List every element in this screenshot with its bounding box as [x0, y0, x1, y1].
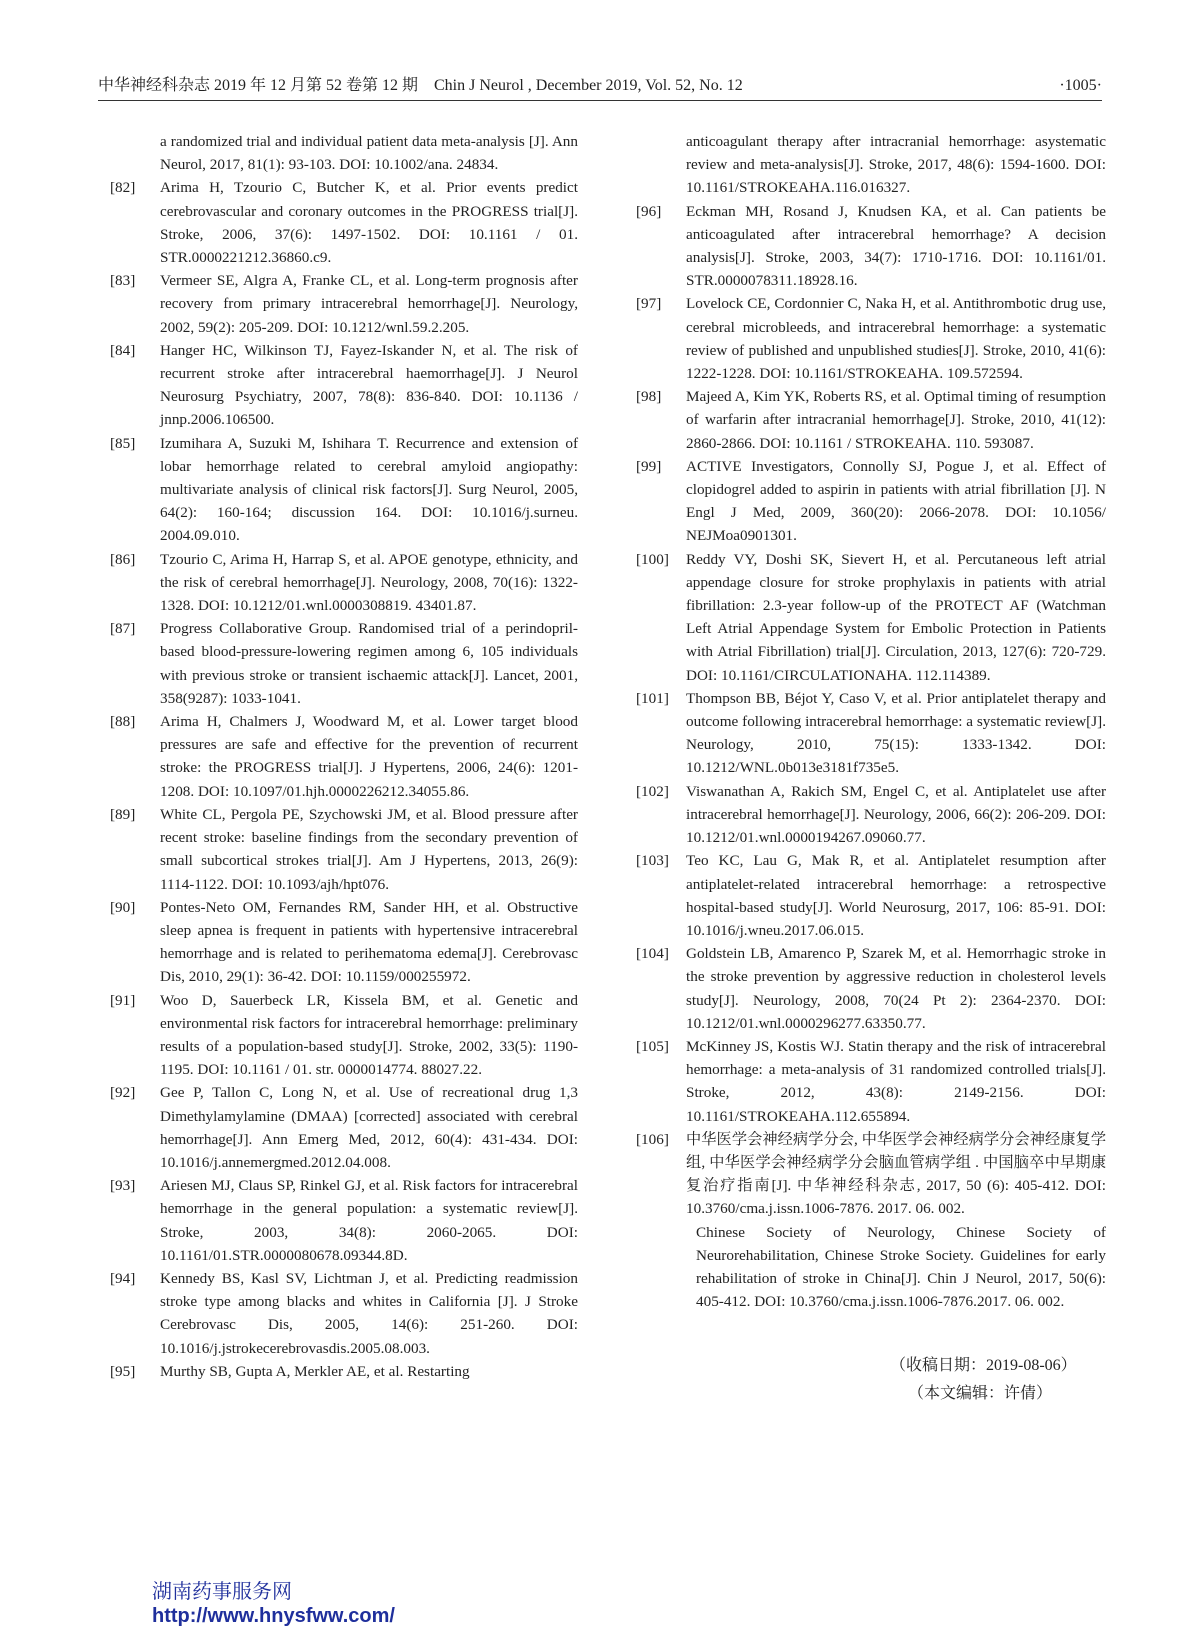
- reference-number: [86]: [110, 550, 136, 568]
- reference-item: [636, 455, 1106, 548]
- reference-text: Arima H, Chalmers J, Woodward M, et al. Lower target blood pressures are safe and effective for the prevention of recurrent stroke: the PROGRESS trial[J]. J Hypertens, 2006, 24(6): 1201-1208. DOI: 10.1097/01.hjh.0000226212.34055.86.: [160, 713, 578, 800]
- reference-text: Progress Collaborative Group. Randomised trial of a perindopril-based blood-pressure-lowering regimen among 6, 105 individuals with previous stroke or transient ischaemic attack[J]. Lancet, 2001, 358(9287): 1033-1041.: [160, 620, 578, 707]
- reference-item: [636, 1128, 1106, 1221]
- reference-item: [110, 710, 578, 803]
- reference-item: [636, 1035, 1106, 1128]
- reference-item: [110, 896, 578, 989]
- reference-column-left: [110, 130, 578, 1383]
- reference-number: [101]: [636, 689, 669, 707]
- reference-item: [110, 1174, 578, 1267]
- reference-text: Pontes-Neto OM, Fernandes RM, Sander HH, et al. Obstructive sleep apnea is frequent in patients with hypertensive intracerebral hemorrhage and is related to perihematoma edema[J]. Cerebrovasc Dis, 2010, 29(1): 36-42. DOI: 10.1159/000255972.: [160, 898, 578, 986]
- reference-text: Hanger HC, Wilkinson TJ, Fayez-Iskander N, et al. The risk of recurrent stroke after intracerebral haemorrhage[J]. J Neurol Neurosurg Psychiatry, 2007, 78(8): 836-840. DOI: 10.1136 / jnnp.2006.106500.: [160, 341, 578, 429]
- reference-list-left: [110, 176, 578, 1383]
- reference-item: [110, 1267, 578, 1360]
- reference-number: [97]: [636, 295, 662, 313]
- reference-number: [104]: [636, 945, 669, 963]
- reference-item: [636, 292, 1106, 385]
- reference-number: [102]: [636, 782, 669, 800]
- reference-number: [105]: [636, 1037, 669, 1055]
- reference-number: [100]: [636, 550, 669, 568]
- reference-number: [106]: [636, 1130, 669, 1148]
- reference-number: [84]: [110, 341, 136, 359]
- reference-text: Izumihara A, Suzuki M, Ishihara T. Recurrence and extension of lobar hemorrhage related to cerebral amyloid angiopathy: multivariate analysis of clinical risk factors[J]. Surg Neurol, 2005, 64(2): 160-164; discussion 164. DOI: 10.1016/j.surneu. 2004.09.010.: [160, 434, 578, 545]
- watermark-name: 湖南药事服务网: [152, 1581, 292, 1603]
- reference-item: [636, 385, 1106, 455]
- received-date: （收稿日期：2019-08-06）: [890, 1357, 1077, 1374]
- reference-text: Eckman MH, Rosand J, Knudsen KA, et al. Can patients be anticoagulated after intracerebral hemorrhage? A decision analysis[J]. Stroke, 2003, 34(7): 1710-1716. DOI: 10.1161/01. STR.0000078311.18928.16.: [686, 202, 1106, 290]
- reference-text: White CL, Pergola PE, Szychowski JM, et al. Blood pressure after recent stroke: baseline findings from the secondary prevention of small subcortical strokes trial[J]. Am J Hypertens, 2013, 26(9): 1114-1122. DOI: 10.1093/ajh/hpt076.: [160, 805, 578, 893]
- reference-item: [110, 339, 578, 432]
- reference-text: Viswanathan A, Rakich SM, Engel C, et al. Antiplatelet use after intracerebral hemorrhage[J]. Neurology, 2006, 66(2): 206-209. DOI: 10.1212/01.wnl.0000194267.09060.77.: [686, 782, 1106, 847]
- reference-item: [636, 200, 1106, 293]
- reference-number: [94]: [110, 1269, 136, 1287]
- editor-note: （本文编辑：许倩）: [908, 1385, 1053, 1402]
- reference-number: [91]: [110, 991, 136, 1009]
- reference-text: Arima H, Tzourio C, Butcher K, et al. Prior events predict cerebrovascular and coronary outcomes in the PROGRESS trial[J]. Stroke, 2006, 37(6): 1497-1502. DOI: 10.1161 / 01. STR.0000221212.36860.c9.: [160, 179, 578, 267]
- reference-text: Vermeer SE, Algra A, Franke CL, et al. Long-term prognosis after recovery from primary intracerebral hemorrhage[J]. Neurology, 2002, 59(2): 205-209. DOI: 10.1212/wnl.59.2.205.: [160, 272, 578, 336]
- running-header: [98, 76, 1102, 101]
- reference-number: [98]: [636, 388, 662, 406]
- reference-text: Lovelock CE, Cordonnier C, Naka H, et al. Antithrombotic drug use, cerebral microbleeds, and intracerebral hemorrhage: a systematic review of published and unpublished studies[J]. Stroke, 2010, 41(6): 1222-1228. DOI: 10.1161/STROKEAHA. 109.572594.: [686, 295, 1106, 383]
- reference-item: [110, 548, 578, 618]
- reference-number: [87]: [110, 620, 136, 638]
- reference-number: [93]: [110, 1177, 136, 1195]
- reference-item: [110, 989, 578, 1082]
- reference-item: [110, 617, 578, 710]
- reference-number: [96]: [636, 202, 662, 220]
- article-footer-notes: [890, 1352, 1077, 1408]
- reference-continuation: a randomized trial and individual patient data meta-analysis [J]. Ann Neurol, 2017, 81(1): 93-103. DOI: 10.1002/ana. 24834.: [160, 133, 578, 174]
- reference-106-english: Chinese Society of Neurology, Chinese Society of Neurorehabilitation, Chinese Stroke Society. Guidelines for early rehabilitation of stroke in China[J]. Chin J Neurol, 2017, 50(6): 405-412. DOI: 10.3760/cma.j.issn.1006-7876.2017. 06. 002.: [696, 1223, 1106, 1311]
- reference-item: [110, 1081, 578, 1174]
- reference-list-right: [636, 200, 1106, 1221]
- reference-text: 中华医学会神经病学分会, 中华医学会神经病学分会神经康复学组, 中华医学会神经病学分会脑血管病学组 . 中国脑卒中早期康复治疗指南[J]. 中华神经科杂志, 2017, 50 (6): 405-412. DOI: 10.3760/cma.j.issn.1006-7876. 2017. 06. 002.: [686, 1130, 1106, 1218]
- reference-text: Ariesen MJ, Claus SP, Rinkel GJ, et al. Risk factors for intracerebral hemorrhage in the general population: a systematic review[J]. Stroke, 2003, 34(8): 2060-2065. DOI: 10.1161/01.STR.0000080678.09344.8D.: [160, 1177, 578, 1264]
- reference-text: ACTIVE Investigators, Connolly SJ, Pogue J, et al. Effect of clopidogrel added to aspirin in patients with atrial fibrillation [J]. N Engl J Med, 2009, 360(20): 2066-2078. DOI: 10.1056/ NEJMoa0901301.: [686, 457, 1106, 545]
- reference-item: [110, 176, 578, 269]
- reference-text: Majeed A, Kim YK, Roberts RS, et al. Optimal timing of resumption of warfarin after intracranial hemorrhage[J]. Stroke, 2010, 41(12): 2860-2866. DOI: 10.1161 / STROKEAHA. 110. 593087.: [686, 388, 1106, 452]
- reference-item: [636, 687, 1106, 780]
- reference-number: [92]: [110, 1084, 136, 1102]
- reference-number: [82]: [110, 179, 136, 197]
- reference-text: Murthy SB, Gupta A, Merkler AE, et al. Restarting: [160, 1362, 470, 1380]
- reference-column-right: [636, 130, 1106, 1313]
- reference-text: Thompson BB, Béjot Y, Caso V, et al. Prior antiplatelet therapy and outcome following intracerebral hemorrhage: a systematic review[J]. Neurology, 2010, 75(15): 1333-1342. DOI: 10.1212/WNL.0b013e3181f735e5.: [686, 689, 1106, 777]
- reference-item: [110, 1360, 578, 1383]
- reference-continuation: anticoagulant therapy after intracranial hemorrhage: asystematic review and meta-analysis[J]. Stroke, 2017, 48(6): 1594-1600. DOI: 10.1161/STROKEAHA.116.016327.: [686, 133, 1106, 197]
- reference-number: [85]: [110, 434, 136, 452]
- reference-item: [110, 803, 578, 896]
- reference-text: Goldstein LB, Amarenco P, Szarek M, et al. Hemorrhagic stroke in the stroke prevention by aggressive reduction in cholesterol levels study[J]. Neurology, 2008, 70(24 Pt 2): 2364-2370. DOI: 10.1212/01.wnl.0000296277.63350.77.: [686, 945, 1106, 1032]
- reference-item: [110, 269, 578, 339]
- reference-text: Reddy VY, Doshi SK, Sievert H, et al. Percutaneous left atrial appendage closure for stroke prophylaxis in patients with atrial fibrillation: 2.3-year follow-up of the PROTECT AF (Watchman Left Atrial Appendage System for Embolic Protection in Patients with Atrial Fibrillation) trial[J]. Circulation, 2013, 127(6): 720-729. DOI: 10.1161/CIRCULATIONAHA. 112.114389.: [686, 550, 1106, 684]
- watermark: [152, 1580, 395, 1628]
- reference-item: [636, 780, 1106, 850]
- page-number: ·1005·: [1059, 77, 1102, 94]
- reference-number: [99]: [636, 457, 662, 475]
- reference-number: [103]: [636, 852, 669, 870]
- reference-text: Woo D, Sauerbeck LR, Kissela BM, et al. Genetic and environmental risk factors for intracerebral hemorrhage: preliminary results of a population-based study[J]. Stroke, 2002, 33(5): 1190-1195. DOI: 10.1161 / 01. str. 0000014774. 88027.22.: [160, 991, 578, 1079]
- reference-number: [95]: [110, 1362, 136, 1380]
- reference-text: Kennedy BS, Kasl SV, Lichtman J, et al. Predicting readmission stroke type among blacks and whites in California [J]. J Stroke Cerebrovasc Dis, 2005, 14(6): 251-260. DOI: 10.1016/j.jstrokecerebrovasdis.2005.08.003.: [160, 1269, 578, 1357]
- reference-number: [89]: [110, 805, 136, 823]
- reference-text: Tzourio C, Arima H, Harrap S, et al. APOE genotype, ethnicity, and the risk of cerebral hemorrhage[J]. Neurology, 2008, 70(16): 1322-1328. DOI: 10.1212/01.wnl.0000308819. 43401.87.: [160, 550, 578, 615]
- reference-item: [636, 849, 1106, 942]
- reference-text: Gee P, Tallon C, Long N, et al. Use of recreational drug 1,3 Dimethylamylamine (DMAA) [corrected] associated with cerebral hemorrhage[J]. Ann Emerg Med, 2012, 60(4): 431-434. DOI: 10.1016/j.annemergmed.2012.04.008.: [160, 1084, 578, 1171]
- reference-number: [90]: [110, 898, 136, 916]
- reference-text: McKinney JS, Kostis WJ. Statin therapy and the risk of intracerebral hemorrhage: a meta-analysis of 31 randomized controlled trials[J]. Stroke, 2012, 43(8): 2149-2156. DOI: 10.1161/STROKEAHA.112.655894.: [686, 1037, 1106, 1125]
- reference-number: [88]: [110, 713, 136, 731]
- reference-text: Teo KC, Lau G, Mak R, et al. Antiplatelet resumption after antiplatelet-related intracerebral hemorrhage: a retrospective hospital-based study[J]. World Neurosurg, 2017, 106: 85-91. DOI: 10.1016/j.wneu.2017.06.015.: [686, 852, 1106, 939]
- reference-item: [636, 548, 1106, 687]
- journal-info: 中华神经科杂志 2019 年 12 月第 52 卷第 12 期 Chin J Neurol , December 2019, Vol. 52, No. 12: [98, 77, 743, 94]
- reference-number: [83]: [110, 272, 136, 290]
- reference-item: [636, 942, 1106, 1035]
- reference-item: [110, 432, 578, 548]
- watermark-url[interactable]: http://www.hnysfww.com/: [152, 1605, 395, 1627]
